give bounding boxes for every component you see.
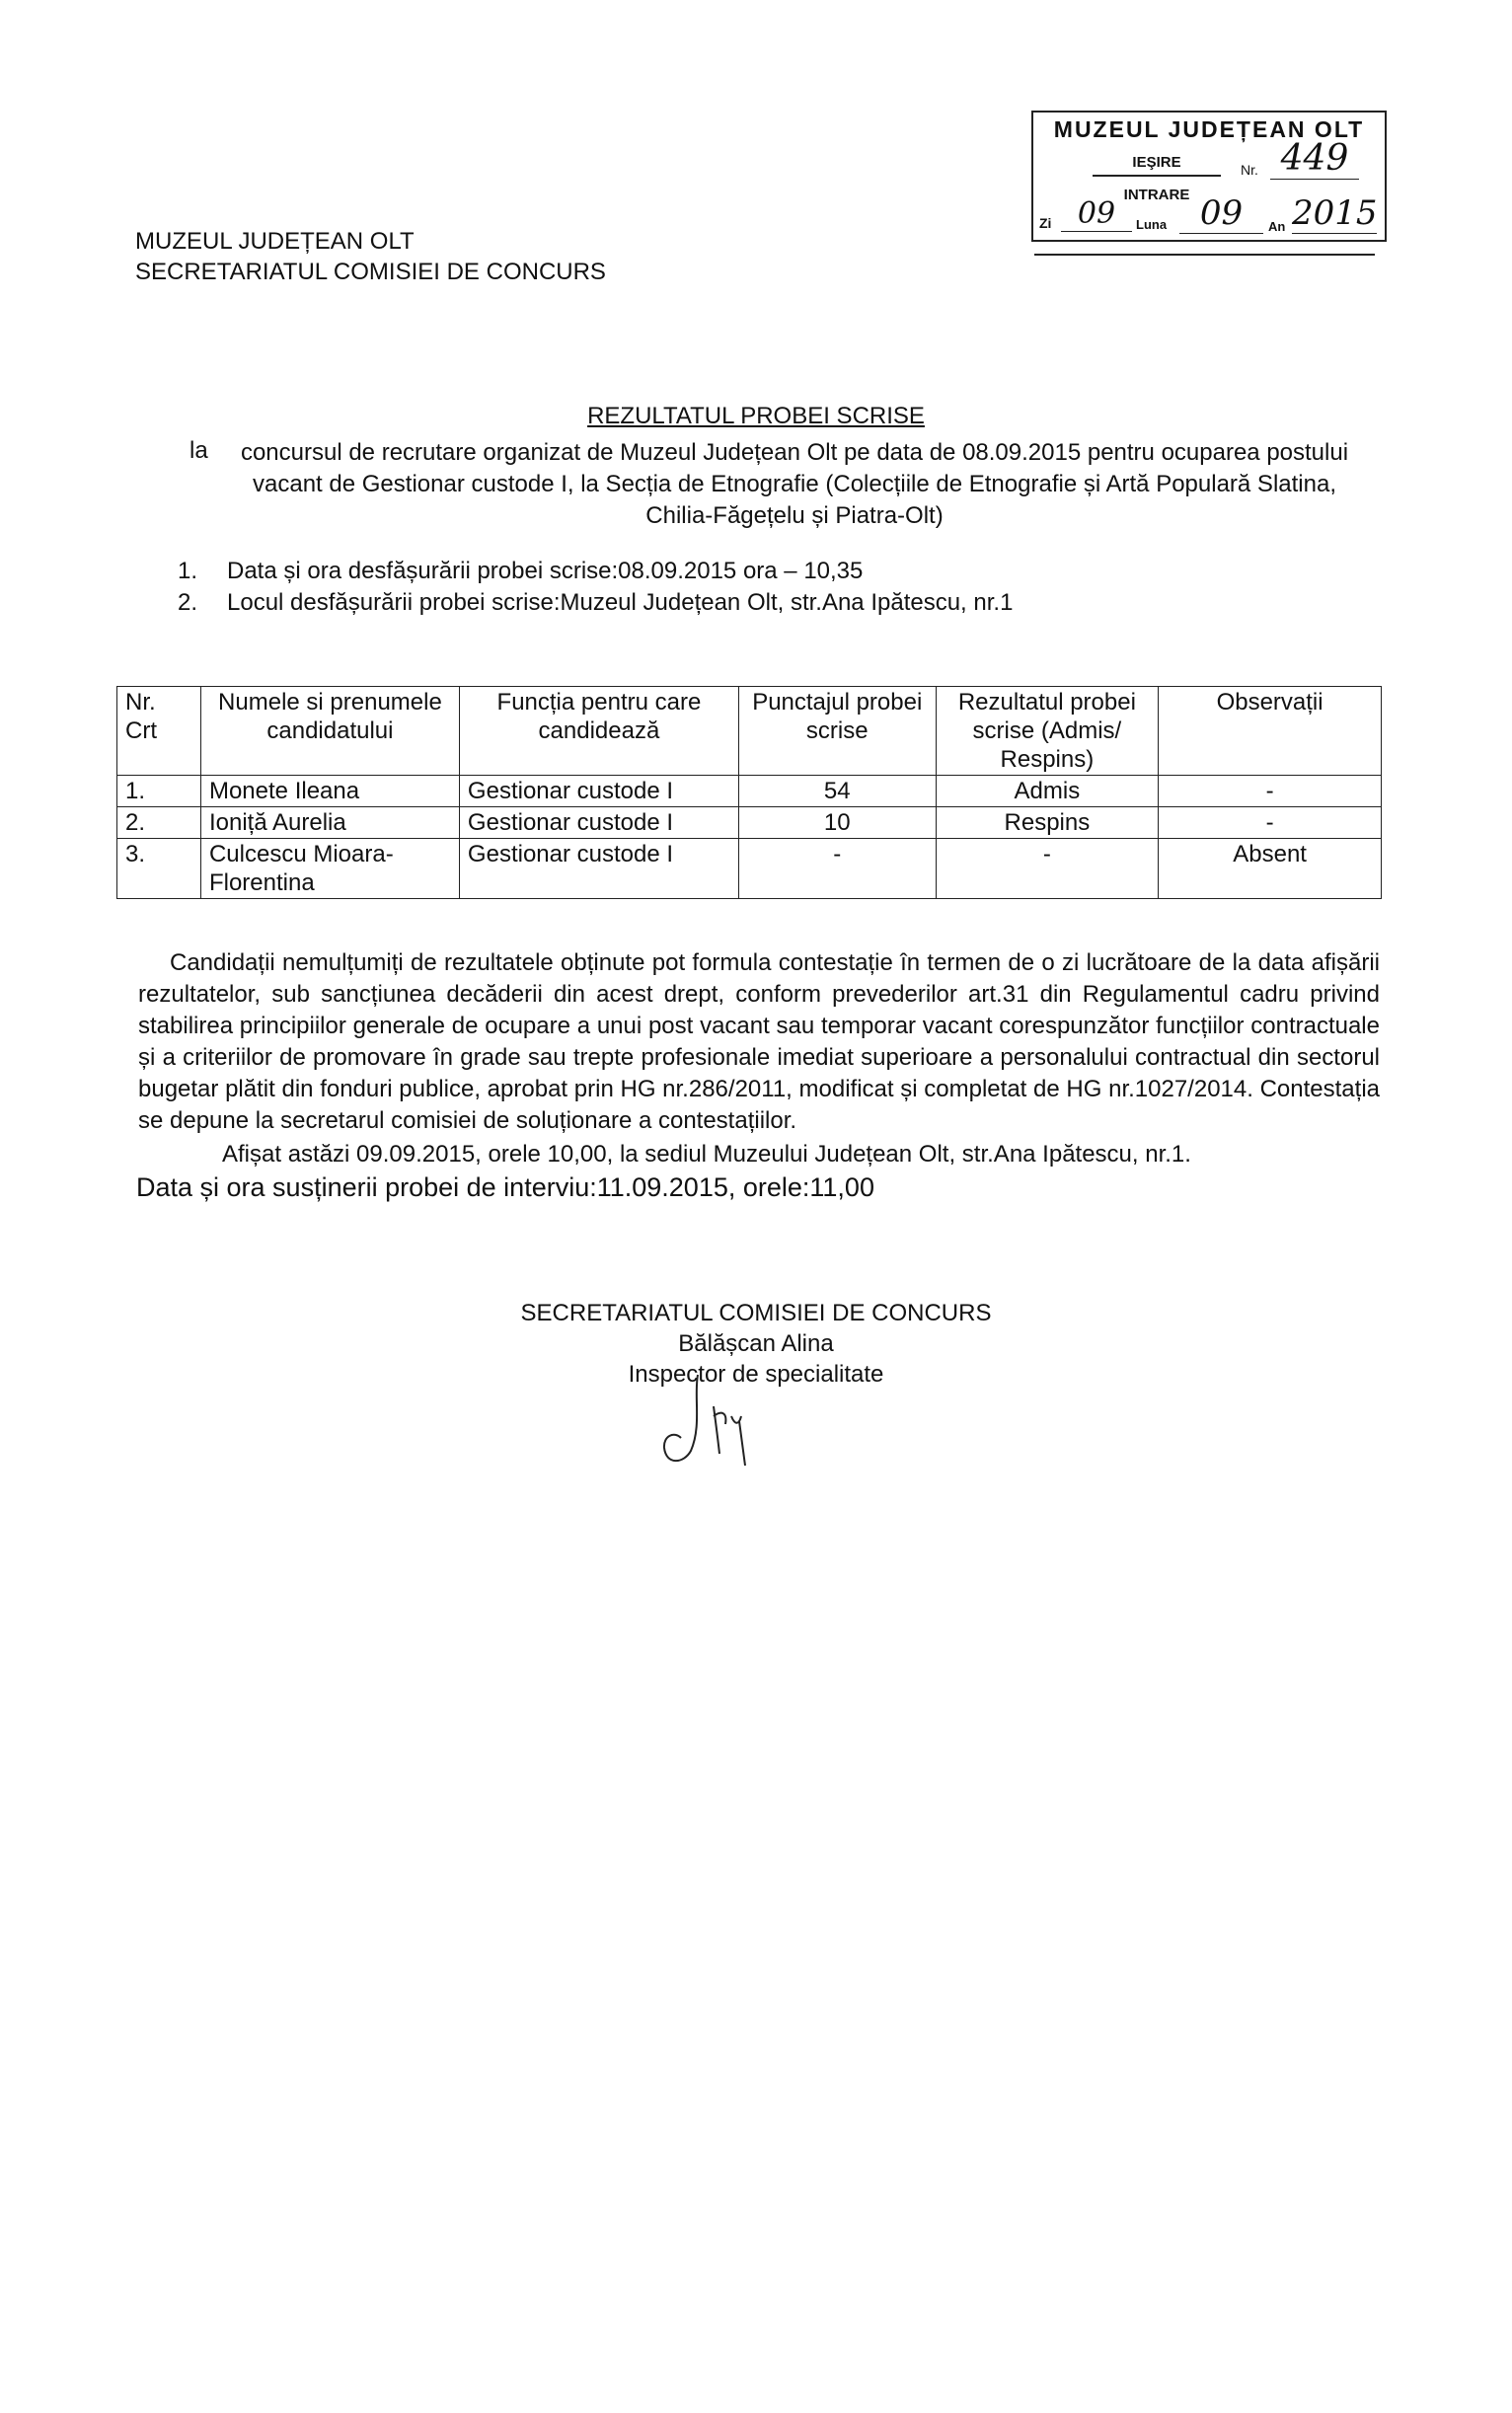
- handwritten-signature: [637, 1367, 775, 1485]
- list-item-text: Locul desfășurării probei scrise:Muzeul Județean Olt, str.Ana Ipătescu, nr.1: [227, 589, 1014, 616]
- header-nr-crt: Nr. Crt: [117, 687, 201, 776]
- appeal-notice: [138, 947, 1380, 1137]
- stamp-zi-value: 09: [1061, 196, 1132, 232]
- interview-schedule: Data și ora susținerii probei de interviu:11.09.2015, orele:11,00: [136, 1172, 874, 1202]
- registration-stamp: [1031, 111, 1387, 242]
- stamp-an-label: An: [1268, 219, 1286, 234]
- list-item-number: 1.: [178, 558, 198, 584]
- cell-function: Gestionar custode I: [459, 807, 738, 839]
- stamp-museum-name: MUZEUL JUDEȚEAN OLT: [1053, 116, 1365, 142]
- stamp-divider: [1034, 254, 1375, 256]
- table-row: [117, 807, 1382, 839]
- header-observations: Observații: [1159, 687, 1382, 776]
- stamp-nr-value: 449: [1270, 138, 1359, 180]
- cell-nr: 3.: [117, 839, 201, 899]
- list-item-text: Data și ora desfășurării probei scrise:08.09.2015 ora – 10,35: [227, 558, 864, 584]
- posted-notice: Afișat astăzi 09.09.2015, orele 10,00, la sediul Muzeului Județean Olt, str.Ana Ipătescu, nr.1.: [222, 1141, 1191, 1168]
- header-result: Rezultatul probei scrise (Admis/ Respins): [936, 687, 1159, 776]
- signature-role: Inspector de specialitate: [628, 1361, 884, 1388]
- cell-score: 54: [738, 776, 936, 807]
- list-item: [178, 556, 1013, 587]
- institution-name: MUZEUL JUDEȚEAN OLT: [135, 228, 415, 255]
- stamp-luna-label: Luna: [1136, 217, 1168, 232]
- intro-prefix: la: [189, 437, 208, 464]
- cell-result: -: [936, 839, 1159, 899]
- signature-name: Bălășcan Alina: [678, 1330, 834, 1357]
- cell-result: Respins: [936, 807, 1159, 839]
- stamp-zi-label: Zi: [1039, 215, 1052, 231]
- table-header-row: [117, 687, 1382, 776]
- exam-details-list: [178, 556, 1013, 619]
- cell-score: -: [738, 839, 936, 899]
- table-row: [117, 839, 1382, 899]
- stamp-an-value: 2015: [1292, 193, 1378, 233]
- header-score: Punctajul probei scrise: [738, 687, 936, 776]
- stamp-intrare-label: INTRARE: [1123, 187, 1190, 203]
- cell-name: Culcescu Mioara-Florentina: [200, 839, 459, 899]
- header-function: Funcția pentru care candidează: [459, 687, 738, 776]
- cell-result: Admis: [936, 776, 1159, 807]
- signature-department: SECRETARIATUL COMISIEI DE CONCURS: [520, 1300, 992, 1326]
- document-header: [135, 226, 606, 287]
- cell-nr: 2.: [117, 807, 201, 839]
- cell-function: Gestionar custode I: [459, 839, 738, 899]
- header-name: Numele si prenumele candidatului: [200, 687, 459, 776]
- list-item-number: 2.: [178, 589, 198, 616]
- intro-text: concursul de recrutare organizat de Muzeul Județean Olt pe data de 08.09.2015 pentru ocuparea postului vacant de Gestionar custode I, la Secția de Etnografie (Colecțiile de Etnografie și Artă Populară Slatina, Chilia-Făgețelu și Piatra-Olt): [240, 439, 1349, 529]
- results-table: [116, 686, 1382, 899]
- cell-observations: Absent: [1159, 839, 1382, 899]
- cell-name: Monete Ileana: [200, 776, 459, 807]
- table-row: [117, 776, 1382, 807]
- cell-function: Gestionar custode I: [459, 776, 738, 807]
- list-item: [178, 587, 1013, 619]
- document-title: REZULTATUL PROBEI SCRISE: [587, 403, 925, 429]
- cell-name: Ioniță Aurelia: [200, 807, 459, 839]
- cell-nr: 1.: [117, 776, 201, 807]
- stamp-iesire-label: IEŞIRE: [1093, 154, 1221, 177]
- stamp-nr-label: Nr.: [1241, 162, 1258, 178]
- department-name: SECRETARIATUL COMISIEI DE CONCURS: [135, 259, 606, 285]
- appeal-notice-text: Candidații nemulțumiți de rezultatele obținute pot formula contestație în termen de o zi lucrătoare de la data afișării rezultatelor, sub sancțiunea decăderii din acest drept, conform prevederilor art.31 din Regulamentul cadru privind stabilirea principiilor generale de ocupare a unui post vacant sau temporar vacant corespunzător funcțiilor contractuale și a criteriilor de promovare în grade sau trepte profesionale imediat superioare a personalului contractual din sectorul bugetar plătit din fonduri publice, aprobat prin HG nr.286/2011, modificat și completat de HG nr.1027/2014. Contestația se depune la secretarul comisiei de soluționare a contestațiilor.: [138, 949, 1380, 1134]
- cell-score: 10: [738, 807, 936, 839]
- cell-observations: -: [1159, 776, 1382, 807]
- stamp-luna-value: 09: [1179, 193, 1263, 234]
- cell-observations: -: [1159, 807, 1382, 839]
